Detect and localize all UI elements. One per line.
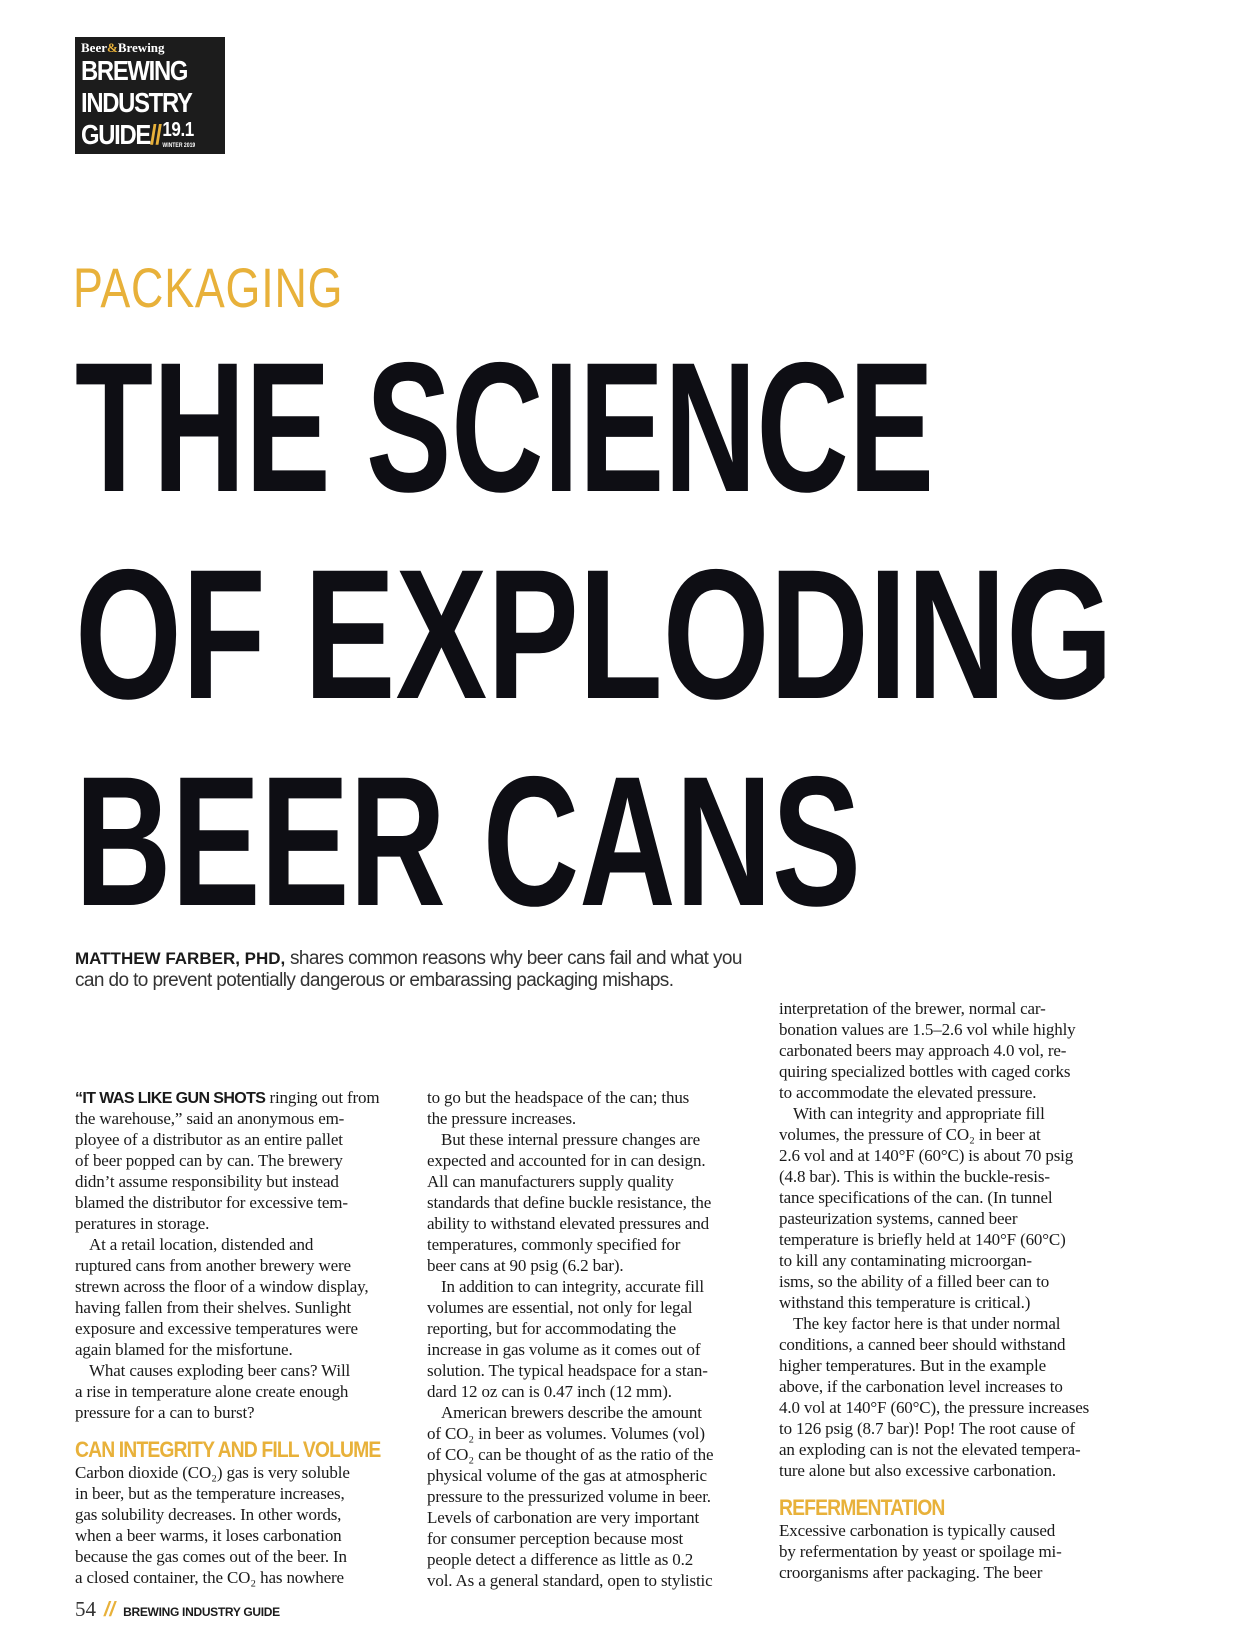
line-text: for consumer perception because most [427,1529,684,1548]
text-line [779,1019,1109,1040]
text-line [427,1213,757,1234]
line-text: to go but the headspace of the can; thus [427,1088,690,1107]
text-line [779,1418,1109,1439]
logo-brand-amp: & [106,40,118,55]
text-line [779,1313,1109,1334]
text-line [75,1546,405,1567]
text-line [427,1129,757,1150]
line-text: ture alone but also excessive carbonation. [779,1461,1056,1480]
line-text: pressure to the pressurized volume in beer. [427,1487,711,1506]
text-line [427,1276,757,1297]
text-line [779,1166,1109,1187]
line-text: of CO₂ can be thought of as the ratio of the [427,1445,714,1464]
line-text: reporting, but for accommodating the [427,1319,677,1338]
line-text: interpretation of the brewer, normal car- [779,999,1046,1018]
section-heading: REFERMENTATION [779,1495,945,1520]
text-line [779,1229,1109,1250]
text-line [779,1460,1109,1481]
text-line [427,1297,757,1318]
text-line [427,1360,757,1381]
text-line [427,1402,757,1423]
text-line [779,1376,1109,1397]
line-text: the warehouse,” said an anonymous em- [75,1109,345,1128]
line-text: to accommodate the elevated pressure. [779,1083,1037,1102]
author-name: MATTHEW FARBER, PHD, [75,949,286,968]
page-footer [75,1597,280,1622]
text-line [75,1360,405,1381]
line-text: peratures in storage. [75,1214,210,1233]
text-line [427,1108,757,1129]
line-text: a rise in temperature alone create enough [75,1382,349,1401]
text-line [75,1525,405,1546]
byline [75,948,755,992]
line-text: 4.0 vol at 140°F (60°C), the pressure increases [779,1398,1090,1417]
line-text: pasteurization systems, canned beer [779,1209,1018,1228]
line-text: Carbon dioxide (CO₂) gas is very soluble [75,1463,350,1482]
line-text: volumes, the pressure of CO₂ in beer at [779,1125,1041,1144]
text-line [779,1145,1109,1166]
text-line [75,1108,405,1129]
line-text: standards that define buckle resistance, the [427,1193,712,1212]
headline-line-2: OF EXPLODING [75,532,1113,738]
line-text: gas solubility decreases. In other words, [75,1505,342,1524]
line-text: of beer popped can by can. The brewery [75,1151,343,1170]
line-text: of CO₂ in beer as volumes. Volumes (vol) [427,1424,705,1443]
text-line [75,1129,405,1150]
line-text: At a retail location, distended and [89,1235,314,1254]
text-line [75,1483,405,1504]
text-line [427,1087,757,1108]
text-line [427,1339,757,1360]
line-text: (4.8 bar). This is within the buckle-resis- [779,1167,1050,1186]
text-line [779,998,1109,1019]
text-line [779,1541,1109,1562]
text-line [75,1255,405,1276]
column-2 [427,1087,757,1591]
line-text: exposure and excessive temperatures were [75,1319,358,1338]
text-line [75,1192,405,1213]
line-text: bonation values are 1.5–2.6 vol while highly [779,1020,1076,1039]
line-text: an exploding can is not the elevated tempera- [779,1440,1081,1459]
line-text: conditions, a canned beer should withstand [779,1335,1066,1354]
line-text: American brewers describe the amount [441,1403,702,1422]
dek: shares common reasons why beer cans fail and what you can do to prevent potentially dangerous or embarassing packaging mishaps. [75,948,742,991]
line-text: a closed container, the CO₂ has nowhere [75,1568,344,1587]
footer-slash: // [104,1599,116,1621]
text-line [427,1171,757,1192]
line-text: With can integrity and appropriate fill [793,1104,1045,1123]
text-line [75,1150,405,1171]
line-text: ruptured cans from another brewery were [75,1256,351,1275]
line-text: expected and accounted for in can design. [427,1151,706,1170]
line-text: having fallen from their shelves. Sunlight [75,1298,352,1317]
text-line [427,1255,757,1276]
line-text: dard 12 oz can is 0.47 inch (12 mm). [427,1382,672,1401]
text-line [427,1444,757,1465]
text-line [75,1504,405,1525]
line-text: the pressure increases. [427,1109,577,1128]
text-line [427,1549,757,1570]
column-3 [779,998,1109,1583]
line-text: strewn across the floor of a window display, [75,1277,369,1296]
section-kicker: PACKAGING [73,256,344,319]
line-text: again blamed for the misfortune. [75,1340,293,1359]
text-line [427,1150,757,1171]
text-line [779,1082,1109,1103]
line-text: people detect a difference as little as 0.2 [427,1550,694,1569]
logo-season: WINTER 2019 [162,143,196,149]
page-number: 54 [75,1597,96,1621]
line-text: carbonated beers may approach 4.0 vol, re- [779,1041,1067,1060]
text-line [779,1334,1109,1355]
text-line [75,1381,405,1402]
text-line [75,1234,405,1255]
logo-brand-a: Beer [81,40,107,55]
logo-guide: GUIDE [81,119,151,150]
line-text: above, if the carbonation level increases to [779,1377,1063,1396]
column-1 [75,1087,405,1588]
text-line [779,1292,1109,1313]
text-line [779,1397,1109,1418]
text-line [75,1339,405,1360]
line-text: 2.6 vol and at 140°F (60°C) is about 70 psig [779,1146,1074,1165]
text-line [75,1462,405,1483]
text-line [427,1423,757,1444]
text-line [427,1465,757,1486]
text-line [779,1562,1109,1583]
line-text: pressure for a can to burst? [75,1403,255,1422]
line-text: What causes exploding beer cans? Will [89,1361,351,1380]
line-text: because the gas comes out of the beer. In [75,1547,347,1566]
text-line [75,1297,405,1318]
text-line [427,1381,757,1402]
text-line [427,1528,757,1549]
text-line [779,1103,1109,1124]
text-line [779,1439,1109,1460]
logo-issue: 19.1 [162,119,194,141]
text-line [779,1520,1109,1541]
line-text: ringing out from [265,1088,380,1107]
text-line [779,1355,1109,1376]
text-line [427,1486,757,1507]
text-line [779,1208,1109,1229]
logo-line1: BREWING [81,55,188,86]
logo-brand-b: Brewing [117,40,165,55]
text-line [75,1567,405,1588]
text-line [427,1318,757,1339]
text-line [75,1171,405,1192]
headline-line-1: THE SCIENCE [75,325,934,531]
line-text: didn’t assume responsibility but instead [75,1172,339,1191]
lead-in: “IT WAS LIKE GUN SHOTS [75,1090,266,1107]
headline-line-3: BEER CANS [75,739,861,945]
line-text: withstand this temperature is critical.) [779,1293,1031,1312]
logo-slash: // [150,119,161,150]
text-line [427,1507,757,1528]
line-text: croorganisms after packaging. The beer [779,1563,1043,1582]
line-text: All can manufacturers supply quality [427,1172,674,1191]
text-line [427,1234,757,1255]
text-line [75,1087,405,1108]
line-text: higher temperatures. But in the example [779,1356,1047,1375]
line-text: ability to withstand elevated pressures and [427,1214,710,1233]
text-line [779,1271,1109,1292]
text-line [779,1187,1109,1208]
logo-line2: INDUSTRY [81,87,192,118]
line-text: vol. As a general standard, open to stylistic [427,1571,713,1590]
text-line [779,1250,1109,1271]
text-line [427,1570,757,1591]
line-text: temperatures, commonly specified for [427,1235,681,1254]
line-text: beer cans at 90 psig (6.2 bar). [427,1256,624,1275]
text-line [779,1124,1109,1145]
line-text: when a beer warms, it loses carbonation [75,1526,342,1545]
line-text: The key factor here is that under normal [793,1314,1061,1333]
line-text: physical volume of the gas at atmospheric [427,1466,707,1485]
section-heading: CAN INTEGRITY AND FILL VOLUME [75,1437,381,1462]
line-text: quiring specialized bottles with caged corks [779,1062,1071,1081]
text-line [427,1192,757,1213]
line-text: blamed the distributor for excessive tem- [75,1193,348,1212]
line-text: increase in gas volume as it comes out of [427,1340,701,1359]
text-line [75,1402,405,1423]
line-text: in beer, but as the temperature increases, [75,1484,345,1503]
line-text: by refermentation by yeast or spoilage mi- [779,1542,1062,1561]
line-text: isms, so the ability of a filled beer can to [779,1272,1050,1291]
line-text: Excessive carbonation is typically caused [779,1521,1056,1540]
line-text: temperature is briefly held at 140°F (60°C) [779,1230,1066,1249]
line-text: In addition to can integrity, accurate fill [441,1277,704,1296]
line-text: to 126 psig (8.7 bar)! Pop! The root cause of [779,1419,1076,1438]
text-line [75,1276,405,1297]
text-line [779,1040,1109,1061]
line-text: solution. The typical headspace for a stan- [427,1361,708,1380]
line-text: to kill any contaminating microorgan- [779,1251,1032,1270]
line-text: ployee of a distributor as an entire pallet [75,1130,343,1149]
text-line [75,1318,405,1339]
text-line [75,1213,405,1234]
line-text: But these internal pressure changes are [441,1130,700,1149]
footer-publication: BREWING INDUSTRY GUIDE [123,1605,280,1619]
line-text: volumes are essential, not only for legal [427,1298,693,1317]
line-text: tance specifications of the can. (In tunnel [779,1188,1053,1207]
text-line [779,1061,1109,1082]
line-text: Levels of carbonation are very important [427,1508,700,1527]
